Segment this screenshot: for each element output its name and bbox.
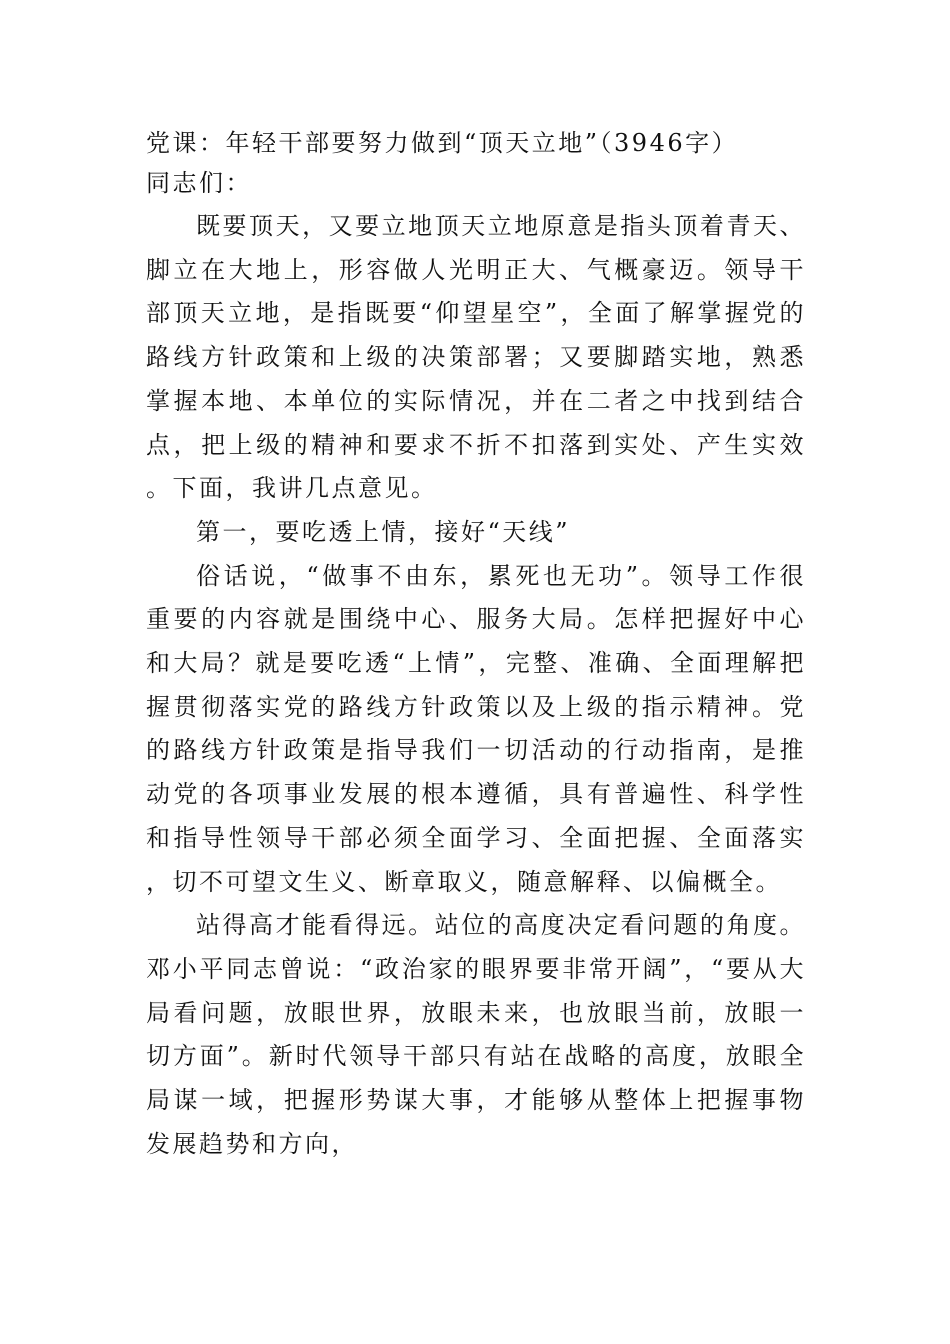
greeting-line: 同志们： xyxy=(146,169,252,197)
document-title: 党课：年轻干部要努力做到“顶天立地”（3946字） xyxy=(146,129,739,157)
body-paragraph-2: 站得高才能看得远。站位的高度决定看问题的角度。邓小平同志曾说：“政治家的眼界要非常开阔”，“要从大局看问题，放眼世界，放眼未来，也放眼当前，放眼一切方面”。新时代领导干部只有站在战略的高度，放眼全局谋一域，把握形势谋大事，才能够从整体上把握事物发展趋势和方向， xyxy=(146,911,806,1158)
body-paragraph-1: 俗话说，“做事不由东，累死也无功”。领导工作很重要的内容就是围绕中心、服务大局。怎样把握好中心和大局？就是要吃透“上情”，完整、准确、全面理解把握贯彻落实党的路线方针政策以及上级的指示精神。党的路线方针政策是指导我们一切活动的行动指南，是推动党的各项事业发展的根本遵循，具有普遍性、科学性和指导性领导干部必须全面学习、全面把握、全面落实，切不可望文生义、断章取义，随意解释、以偏概全。 xyxy=(146,561,806,896)
intro-paragraph: 既要顶天，又要立地顶天立地原意是指头顶着青天、脚立在大地上，形容做人光明正大、气概豪迈。领导干部顶天立地，是指既要“仰望星空”，全面了解掌握党的路线方针政策和上级的决策部署；又要脚踏实地，熟悉掌握本地、本单位的实际情况，并在二者之中找到结合点，把上级的精神和要求不折不扣落到实处、产生实效。下面，我讲几点意见。 xyxy=(146,212,806,503)
document-body xyxy=(146,123,806,1166)
section-heading-1: 第一，要吃透上情，接好“天线” xyxy=(196,517,571,546)
